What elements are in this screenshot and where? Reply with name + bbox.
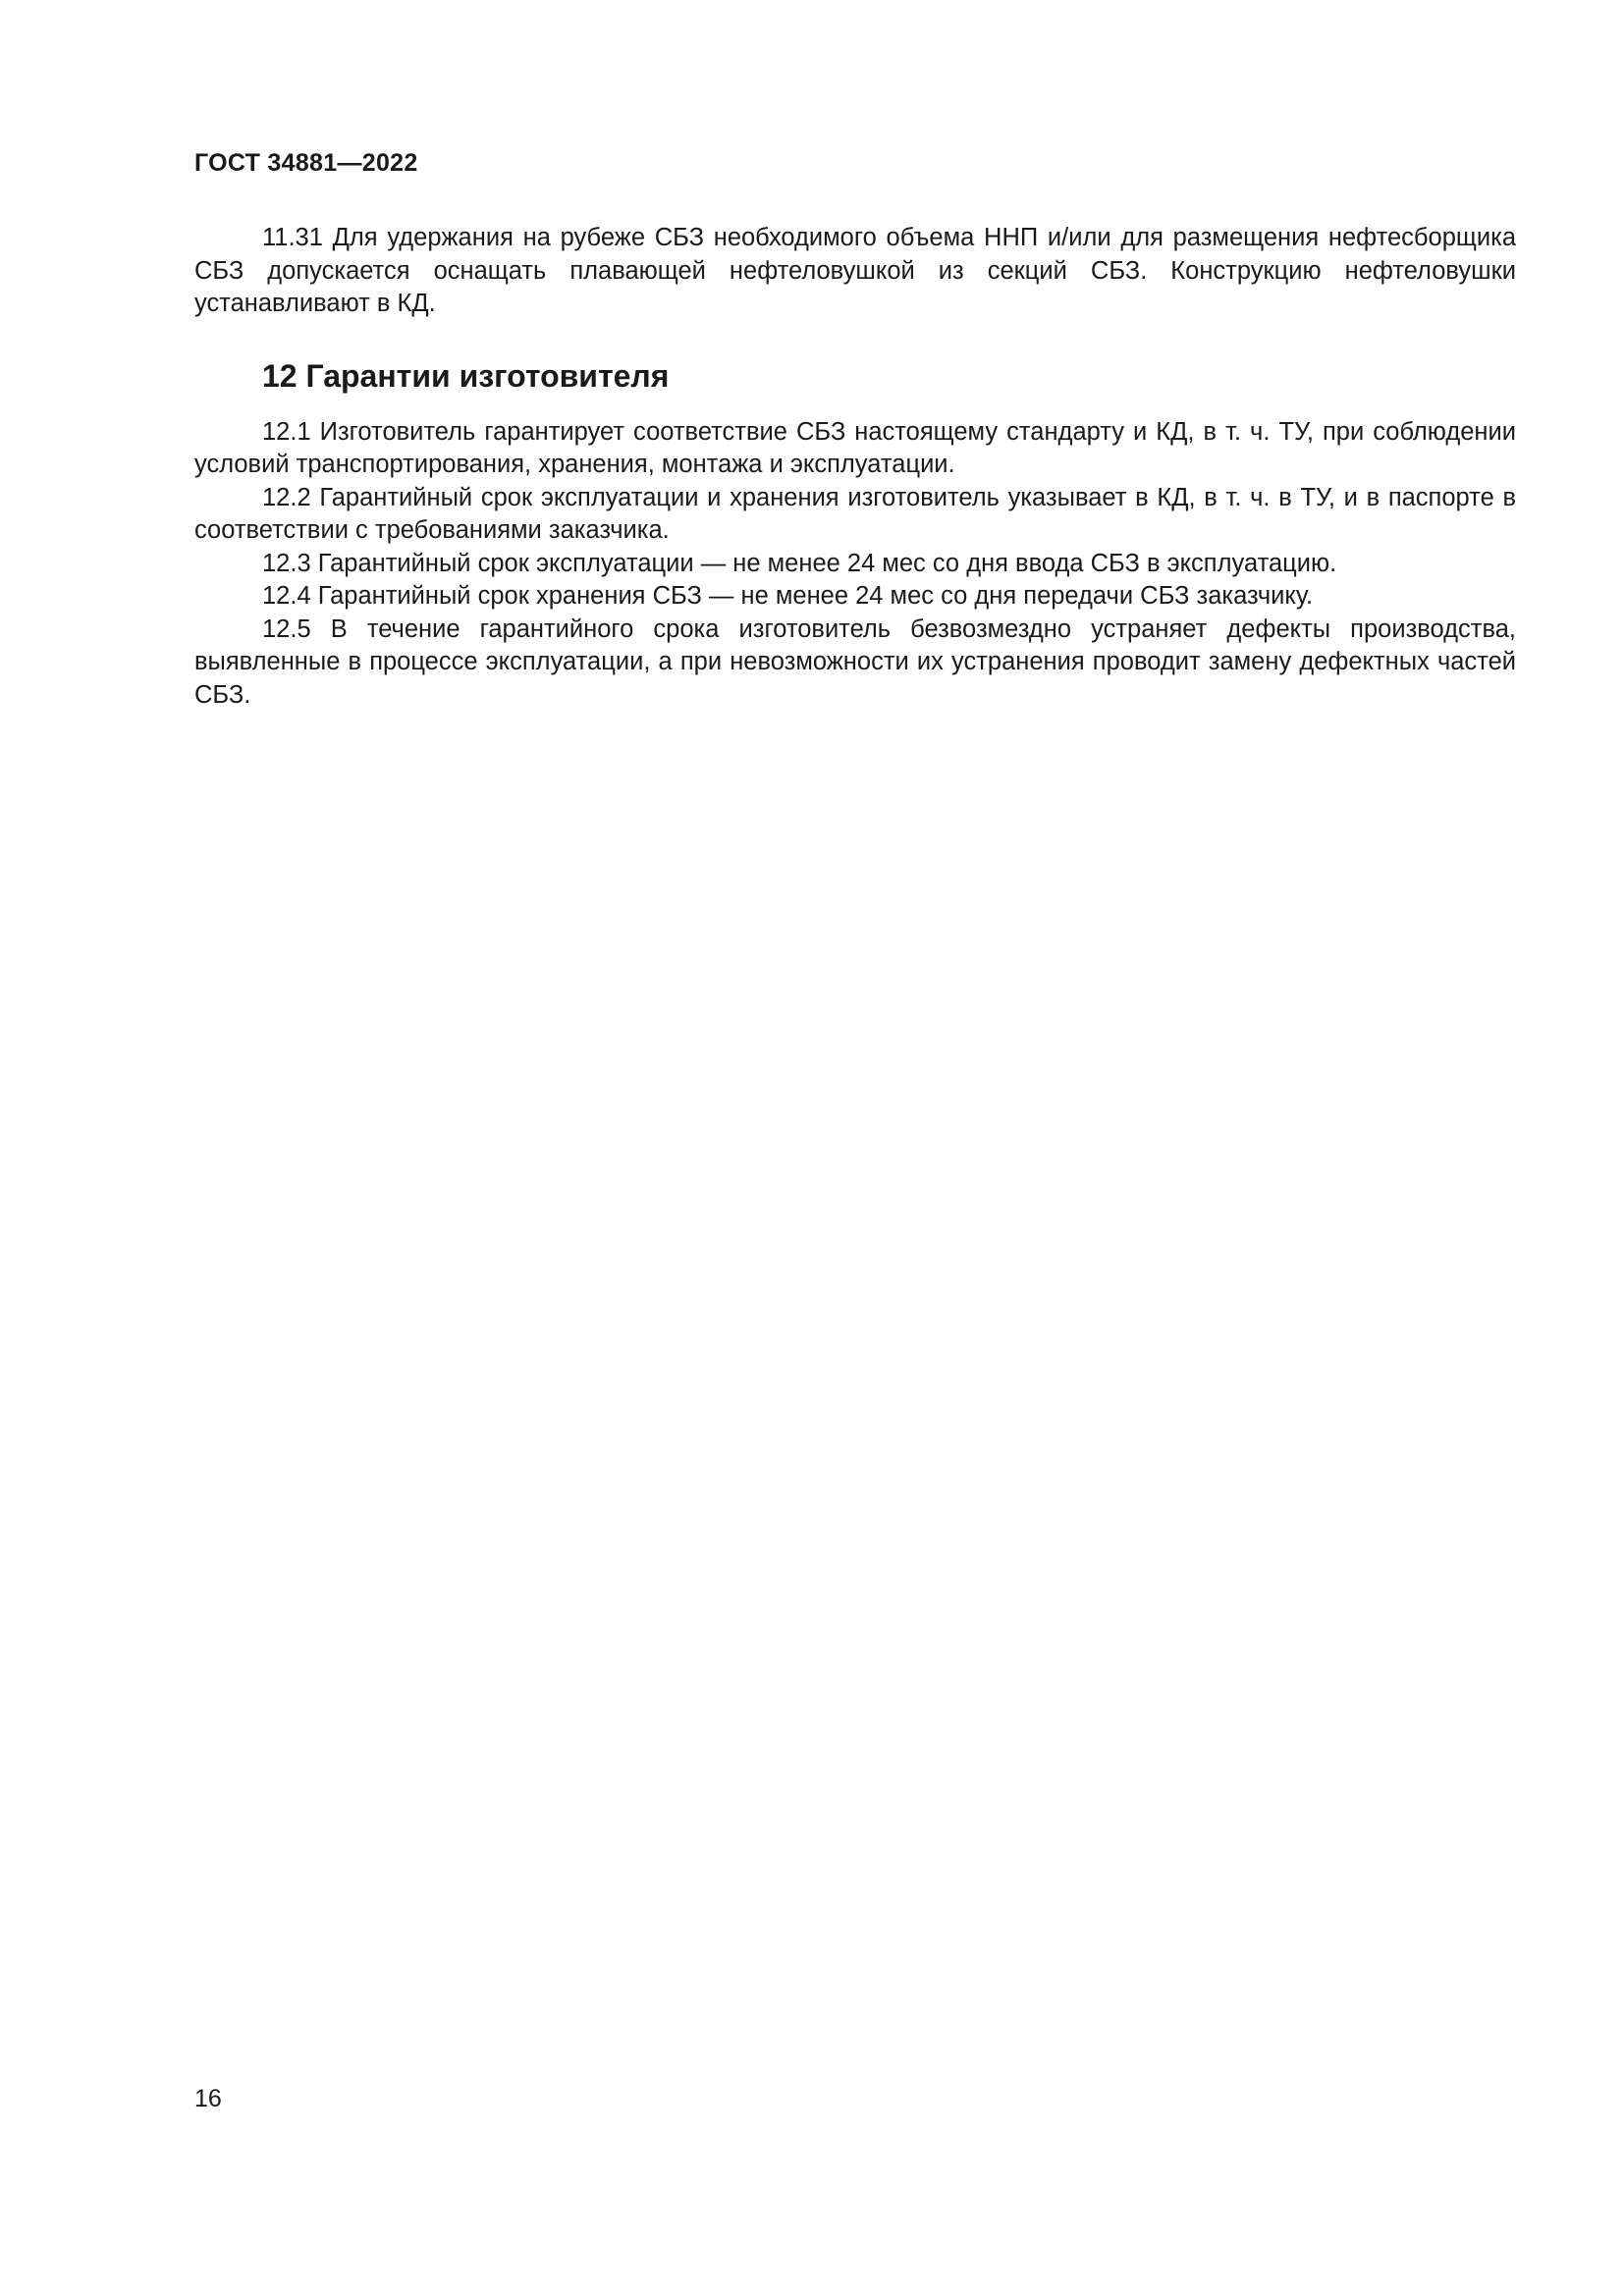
clause-12-1: 12.1 Изготовитель гарантирует соответствие СБЗ настоящему стандарту и КД, в т. ч. ТУ, при соблюдении условий транспортирования, хранения, монтажа и эксплуатации. [194,417,1516,478]
document-header-code: ГОСТ 34881—2022 [194,149,418,177]
clause-12-5: 12.5 В течение гарантийного срока изготовитель безвозмездно устраняет дефекты производства, выявленные в процессе эксплуатации, а при невозможности их устранения проводит замену дефектных частей СБЗ. [194,614,1516,709]
section-12-title: 12 Гарантии изготовителя [262,357,670,394]
page-number: 16 [194,2085,222,2112]
document-body [194,222,1516,712]
clause-12-3: 12.3 Гарантийный срок эксплуатации — не менее 24 мес со дня ввода СБЗ в эксплуатацию. [262,549,1337,577]
clause-11-31: 11.31 Для удержания на рубеже СБЗ необходимого объема ННП и/или для размещения нефтесборщика СБЗ допускается оснащать плавающей нефтеловушкой из секций СБЗ. Конструкцию нефтеловушки устанавливают в КД. [194,224,1516,317]
clause-12-4: 12.4 Гарантийный срок хранения СБЗ — не менее 24 мес со дня передачи СБЗ заказчику. [262,582,1314,610]
clause-12-2: 12.2 Гарантийный срок эксплуатации и хранения изготовитель указывает в КД, в т. ч. в ТУ, и в паспорте в соответствии с требованиями заказчика. [194,483,1516,544]
